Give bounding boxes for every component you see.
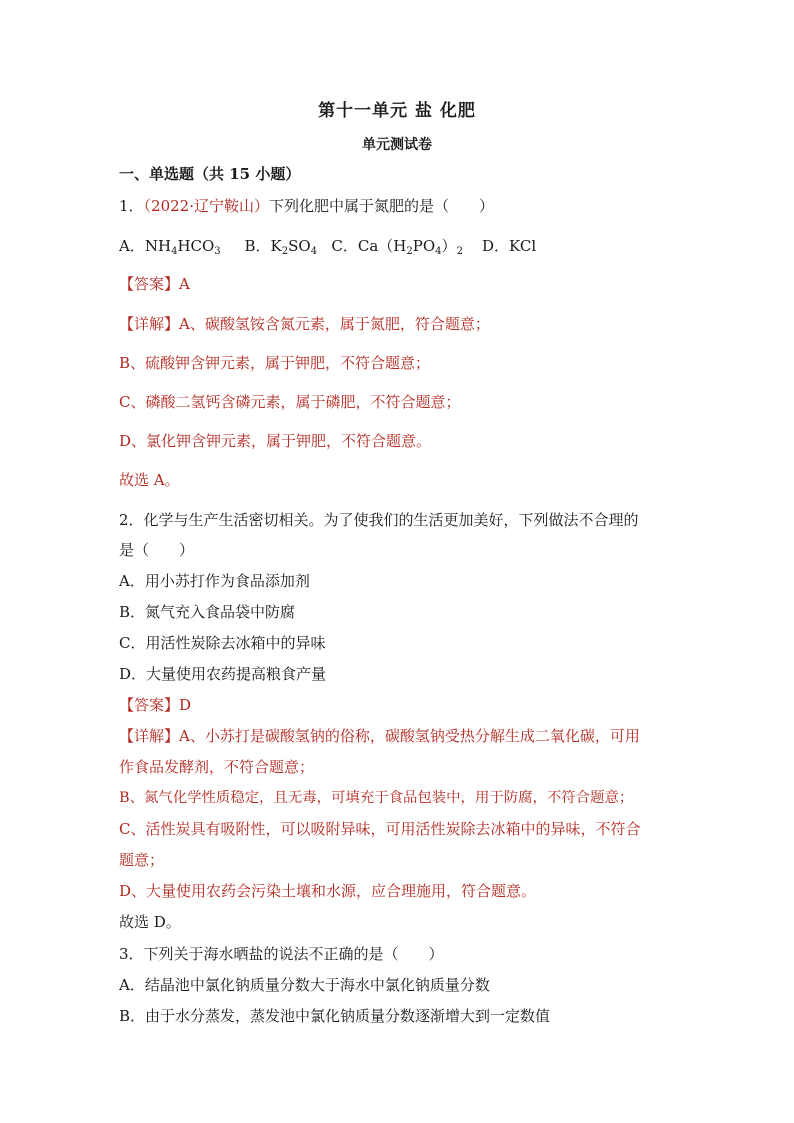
question-1-stem [119, 196, 494, 216]
question-1-text: 下列化肥中属于氮肥的是（ ） [269, 197, 495, 215]
question-1-detail-line-1: 【详解】A、碳酸氢铵含氮元素，属于氮肥，符合题意； [119, 315, 490, 333]
page-title: 第十一单元 盐 化肥 [318, 101, 476, 121]
option-a-formula: $NH_4HCO_3$ [144, 237, 221, 257]
question-3-stem: 3．下列关于海水晒盐的说法不正确的是（ ） [119, 945, 444, 963]
answer-tag: 【答案】 [119, 696, 180, 714]
question-2-detail-line-5: 题意； [119, 851, 165, 869]
question-1-conclusion: 故选 A。 [119, 471, 180, 489]
question-2-detail-line-3: B、氮气化学性质稳定，且无毒，可填充于食品包装中，用于防腐，不符合题意； [119, 790, 634, 806]
answer-tag: 【答案】 [119, 275, 180, 293]
question-1-source: （2022·辽宁鞍山） [143, 197, 269, 215]
option-b-label: B． [244, 237, 271, 255]
option-c-formula: $Ca(H_2PO_4)_2$ [357, 237, 463, 257]
option-c-label: C． [331, 237, 358, 255]
question-2-option-d: D．大量使用农药提高粮食产量 [119, 665, 327, 683]
question-2-detail-line-2: 作食品发酵剂，不符合题意； [119, 758, 315, 776]
question-2-detail-line-1: 【详解】A、小苏打是碳酸氢钠的俗称，碳酸氢钠受热分解生成二氧化碳，可用 [119, 727, 640, 745]
option-b-formula: $K_2SO_4$ [270, 237, 318, 257]
section-heading: 一、单选题（共 15 小题） [119, 165, 301, 183]
detail-tag: 【详解】 [119, 315, 180, 333]
question-2-option-c: C．用活性炭除去冰箱中的异味 [119, 634, 326, 652]
question-3-option-b: B．由于水分蒸发，蒸发池中氯化钠质量分数逐渐增大到一定数值 [119, 1007, 551, 1025]
question-1-answer [119, 274, 190, 294]
question-2-answer [119, 695, 191, 715]
question-2-detail-line-6: D、大量使用农药会污染土壤和水源，应合理施用，符合题意。 [119, 882, 537, 900]
question-1-detail-line-4: D、氯化钾含钾元素，属于钾肥，不符合题意。 [119, 432, 432, 450]
question-2-option-b: B．氮气充入食品袋中防腐 [119, 603, 296, 621]
question-1-detail-line-3: C、磷酸二氢钙含磷元素，属于磷肥，不符合题意； [119, 393, 461, 411]
question-2-conclusion: 故选 D。 [119, 913, 181, 931]
question-2-detail-line-4: C、活性炭具有吸附性，可以吸附异味，可用活性炭除去冰箱中的异味，不符合 [119, 820, 641, 838]
question-3-option-a: A．结晶池中氯化钠质量分数大于海水中氯化钠质量分数 [119, 976, 490, 994]
question-1-number: 1． [119, 197, 144, 215]
question-1-options [119, 236, 536, 256]
question-1-detail-line-2: B、硫酸钾含钾元素，属于钾肥，不符合题意； [119, 354, 431, 372]
answer-value: A [179, 275, 190, 293]
question-2-option-a: A．用小苏打作为食品添加剂 [119, 572, 310, 590]
option-a-label: A． [119, 237, 145, 255]
page-subtitle: 单元测试卷 [362, 137, 432, 153]
detail-tag: 【详解】 [119, 727, 180, 745]
question-2-stem-line-1: 2．化学与生产生活密切相关。为了使我们的生活更加美好，下列做法不合理的 [119, 511, 639, 529]
answer-value: D [179, 696, 192, 714]
question-2-stem-line-2: 是（ ） [119, 541, 195, 559]
option-d: D．KCl [482, 237, 537, 255]
